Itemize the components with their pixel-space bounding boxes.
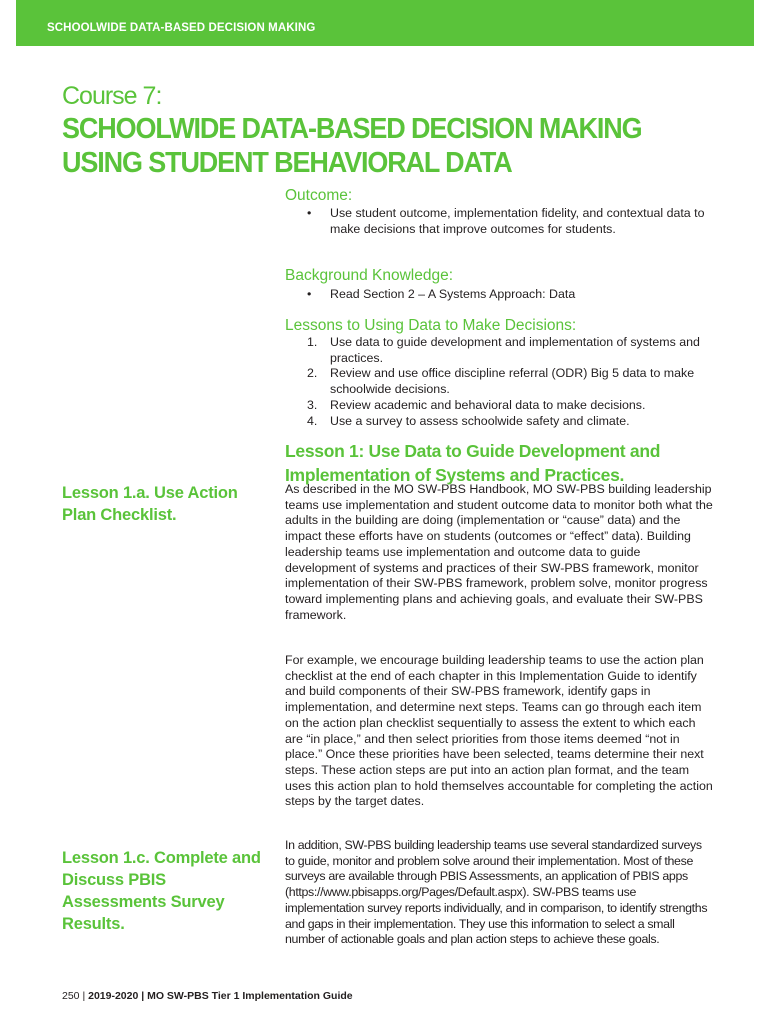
lessons-list-heading: Lessons to Using Data to Make Decisions: [285, 317, 577, 334]
background-list [307, 287, 717, 303]
lesson-1-heading [285, 439, 715, 487]
list-item [307, 206, 717, 237]
list-item [307, 335, 717, 366]
list-item [307, 287, 717, 303]
sidebar-lesson-1a: Lesson 1.a. Use Action Plan Checklist. [62, 484, 238, 524]
paragraph-1: As described in the MO SW-PBS Handbook, MO SW-PBS building leadership teams use implementation and student outcome data to monitor both what the adults in the building are doing (implementation or “cause” data) and the impact these efforts have on students (outcomes or “effect” data). Building leadership teams use implementation and outcome data to guide development of systems and practices of their SW-PBS framework, monitor implementation of their SW-PBS framework, problem solve, monitor progress toward implementing plans and achieving goals, and evaluate their SW-PBS framework. [285, 482, 713, 622]
outcome-heading: Outcome: [285, 187, 353, 204]
page-title [62, 112, 676, 180]
list-item-text: Review academic and behavioral data to make decisions. [330, 397, 646, 412]
list-item-text: Review and use office discipline referral (ODR) Big 5 data to make schoolwide decisions. [330, 366, 695, 397]
outcome-list [307, 206, 717, 237]
list-item-text: Use student outcome, implementation fidelity, and contextual data to make decisions that improve outcomes for students. [330, 206, 705, 236]
paragraph-3: In addition, SW-PBS building leadership teams use several standardized surveys to guide, monitor and problem solve around their implementation. Most of these surveys are available through PBIS Assessments, an application of PBIS apps (https://www.pbisapps.org/Pages/Default.aspx). SW-PBS teams use implementation survey reports individually, and in comparison, to identify strengths and gaps in their implementation. They use this information to select a small number of actionable goals and plan action steps to achieve these goals. [285, 838, 708, 947]
list-item-text: Read Section 2 – A Systems Approach: Data [330, 287, 576, 301]
number-marker: 1. [307, 335, 318, 349]
bullet-marker: • [307, 206, 312, 220]
lesson-1-heading-line-1: Lesson 1: Use Data to Guide Development and [285, 441, 661, 461]
list-item-text: Use data to guide development and implementation of systems and practices. [330, 335, 700, 365]
page-number: 250 [62, 990, 80, 1002]
list-item [307, 414, 717, 430]
paragraph-2: For example, we encourage building leadership teams to use the action plan checklist at the end of each chapter in this Implementation Guide to identify and build components of their SW-PBS framework, identify gaps in implementation, and determine next steps. Teams can go through each item on the action plan checklist sequentially to assess the extent to which each are “in place,” and then select priorities from those items deemed “not in place.” Once these priorities have been selected, teams determine their next steps. These action steps are put into an action plan format, and the team uses this action plan to hold themselves accountable for completing the action steps by the target dates. [285, 653, 713, 809]
footer-separator: | [82, 990, 86, 1002]
bullet-marker: • [307, 287, 312, 301]
page-title-line-2: USING STUDENT BEHAVIORAL DATA [62, 147, 512, 179]
background-heading: Background Knowledge: [285, 267, 454, 284]
sidebar-lesson-1c: Lesson 1.c. Complete and Discuss PBIS Assessments Survey Results. [62, 849, 261, 933]
lesson-1-heading-line-2: Implementation of Systems and Practices. [285, 465, 625, 485]
course-label: Course 7: [62, 82, 162, 110]
list-item [307, 366, 717, 397]
list-item-text: Use a survey to assess schoolwide safety and climate. [330, 413, 630, 428]
header-title: SCHOOLWIDE DATA-BASED DECISION MAKING [47, 22, 316, 34]
number-marker: 2. [307, 366, 318, 381]
page-title-line-1: SCHOOLWIDE DATA-BASED DECISION MAKING [62, 113, 642, 145]
number-marker: 3. [307, 397, 318, 412]
number-marker: 4. [307, 413, 318, 428]
page-footer [62, 990, 353, 1002]
lessons-list [307, 335, 717, 429]
footer-guide-title: 2019-2020 | MO SW-PBS Tier 1 Implementation Guide [88, 990, 353, 1002]
list-item [307, 398, 717, 414]
